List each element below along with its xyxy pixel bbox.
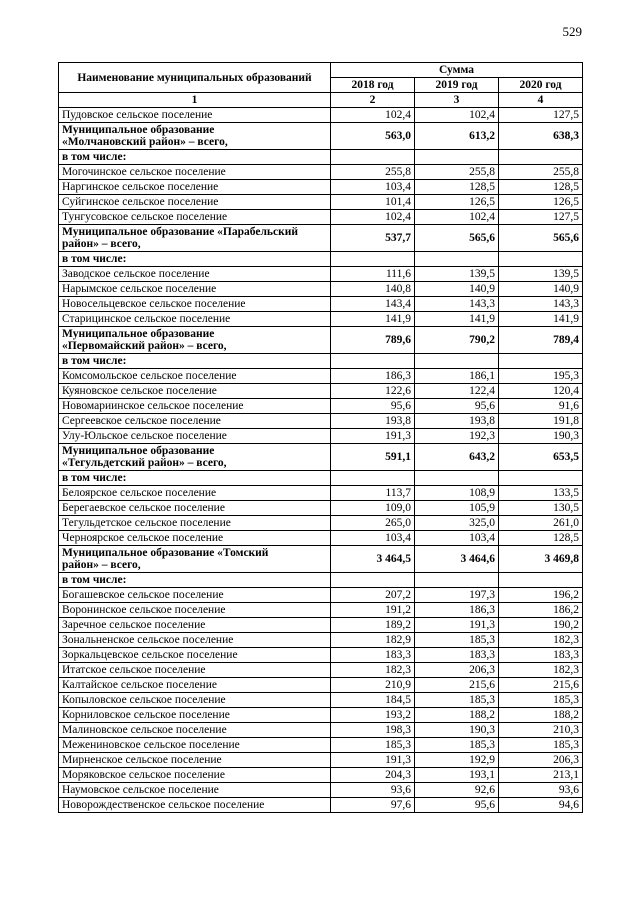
table-row (59, 723, 583, 738)
table-row (59, 603, 583, 618)
page-number: 529 (562, 24, 582, 39)
total-value-cell: 537,7 (331, 225, 415, 252)
including-label: в том числе: (59, 354, 331, 369)
value-cell: 188,2 (499, 708, 583, 723)
value-cell: 140,8 (331, 282, 415, 297)
value-cell: 133,5 (499, 486, 583, 501)
empty-cell (415, 150, 499, 165)
column-index: 4 (499, 93, 583, 108)
value-cell: 182,9 (331, 633, 415, 648)
empty-cell (415, 252, 499, 267)
table-row (59, 738, 583, 753)
including-row (59, 573, 583, 588)
table-row (59, 369, 583, 384)
value-cell: 192,9 (415, 753, 499, 768)
value-cell: 191,3 (331, 753, 415, 768)
including-label: в том числе: (59, 150, 331, 165)
settlement-name: Зональненское сельское поселение (59, 633, 331, 648)
value-cell: 126,5 (415, 195, 499, 210)
value-cell: 186,1 (415, 369, 499, 384)
settlement-name: Корниловское сельское поселение (59, 708, 331, 723)
including-label: в том числе: (59, 573, 331, 588)
empty-cell (499, 252, 583, 267)
empty-cell (499, 354, 583, 369)
total-value-cell: 638,3 (499, 123, 583, 150)
value-cell: 186,3 (415, 603, 499, 618)
value-cell: 95,6 (415, 798, 499, 813)
value-cell: 92,6 (415, 783, 499, 798)
settlement-name: Воронинское сельское поселение (59, 603, 331, 618)
value-cell: 111,6 (331, 267, 415, 282)
settlement-name: Наумовское сельское поселение (59, 783, 331, 798)
settlement-name: Тунгусовское сельское поселение (59, 210, 331, 225)
total-value-cell: 3 469,8 (499, 546, 583, 573)
district-name-line: Муниципальное образование «Парабельский (62, 226, 298, 238)
district-total-row (59, 546, 583, 573)
table-row (59, 798, 583, 813)
settlement-name: Тегульдетское сельское поселение (59, 516, 331, 531)
total-value-cell: 591,1 (331, 444, 415, 471)
value-cell: 189,2 (331, 618, 415, 633)
value-cell: 102,4 (415, 108, 499, 123)
value-cell: 198,3 (331, 723, 415, 738)
settlement-name: Могочинское сельское поселение (59, 165, 331, 180)
value-cell: 186,2 (499, 603, 583, 618)
total-value-cell: 643,2 (415, 444, 499, 471)
settlement-name: Заводское сельское поселение (59, 267, 331, 282)
settlement-name: Заречное сельское поселение (59, 618, 331, 633)
settlement-name: Богашевское сельское поселение (59, 588, 331, 603)
table-row (59, 678, 583, 693)
value-cell: 103,4 (331, 180, 415, 195)
table-row (59, 297, 583, 312)
settlement-name: Нарымское сельское поселение (59, 282, 331, 297)
value-cell: 127,5 (499, 210, 583, 225)
value-cell: 255,8 (331, 165, 415, 180)
district-name-line: «Первомайский район» – всего, (62, 340, 227, 352)
value-cell: 193,8 (415, 414, 499, 429)
budget-table (58, 62, 583, 813)
value-cell: 143,3 (499, 297, 583, 312)
column-index-row (59, 93, 583, 108)
value-cell: 128,5 (415, 180, 499, 195)
district-name-line: Муниципальное образование (62, 124, 215, 136)
district-name-line: Муниципальное образование (62, 445, 215, 457)
empty-cell (415, 354, 499, 369)
value-cell: 213,1 (499, 768, 583, 783)
total-value-cell: 790,2 (415, 327, 499, 354)
empty-cell (331, 471, 415, 486)
value-cell: 185,3 (415, 738, 499, 753)
settlement-name: Новосельцевское сельское поселение (59, 297, 331, 312)
value-cell: 261,0 (499, 516, 583, 531)
table-row (59, 618, 583, 633)
value-cell: 196,2 (499, 588, 583, 603)
settlement-name: Куяновское сельское поселение (59, 384, 331, 399)
value-cell: 185,3 (415, 633, 499, 648)
empty-cell (499, 471, 583, 486)
table-header (59, 63, 583, 108)
value-cell: 102,4 (415, 210, 499, 225)
value-cell: 191,8 (499, 414, 583, 429)
column-index: 2 (331, 93, 415, 108)
value-cell: 193,8 (331, 414, 415, 429)
settlement-name: Сергеевское сельское поселение (59, 414, 331, 429)
value-cell: 190,3 (415, 723, 499, 738)
value-cell: 91,6 (499, 399, 583, 414)
empty-cell (331, 252, 415, 267)
value-cell: 183,3 (331, 648, 415, 663)
settlement-name: Копыловское сельское поселение (59, 693, 331, 708)
value-cell: 190,3 (499, 429, 583, 444)
table-row (59, 429, 583, 444)
table-row (59, 588, 583, 603)
table-row (59, 282, 583, 297)
table-row (59, 414, 583, 429)
value-cell: 191,3 (415, 618, 499, 633)
value-cell: 210,3 (499, 723, 583, 738)
value-cell: 188,2 (415, 708, 499, 723)
total-value-cell: 3 464,5 (331, 546, 415, 573)
value-cell: 143,3 (415, 297, 499, 312)
value-cell: 182,3 (331, 663, 415, 678)
value-cell: 207,2 (331, 588, 415, 603)
value-cell: 140,9 (415, 282, 499, 297)
settlement-name: Берегаевское сельское поселение (59, 501, 331, 516)
table-row (59, 531, 583, 546)
table-row (59, 210, 583, 225)
value-cell: 95,6 (331, 399, 415, 414)
empty-cell (331, 150, 415, 165)
settlement-name: Зоркальцевское сельское поселение (59, 648, 331, 663)
including-row (59, 252, 583, 267)
empty-cell (415, 471, 499, 486)
total-value-cell: 789,4 (499, 327, 583, 354)
value-cell: 206,3 (415, 663, 499, 678)
including-label: в том числе: (59, 252, 331, 267)
table-row (59, 753, 583, 768)
table-row (59, 708, 583, 723)
value-cell: 94,6 (499, 798, 583, 813)
empty-cell (331, 354, 415, 369)
value-cell: 108,9 (415, 486, 499, 501)
column-index: 3 (415, 93, 499, 108)
value-cell: 186,3 (331, 369, 415, 384)
value-cell: 128,5 (499, 180, 583, 195)
table-row (59, 195, 583, 210)
value-cell: 120,4 (499, 384, 583, 399)
value-cell: 183,3 (415, 648, 499, 663)
total-value-cell: 565,6 (499, 225, 583, 252)
district-name-line: «Тегульдетский район» – всего, (62, 457, 227, 469)
settlement-name: Комсомольское сельское поселение (59, 369, 331, 384)
settlement-name: Пудовское сельское поселение (59, 108, 331, 123)
value-cell: 122,6 (331, 384, 415, 399)
table-row (59, 783, 583, 798)
district-name (59, 444, 331, 471)
table-row (59, 108, 583, 123)
empty-cell (499, 573, 583, 588)
value-cell: 215,6 (499, 678, 583, 693)
value-cell: 128,5 (499, 531, 583, 546)
header-sum: Сумма (331, 63, 583, 78)
table-row (59, 165, 583, 180)
district-total-row (59, 225, 583, 252)
empty-cell (331, 573, 415, 588)
settlement-name: Малиновское сельское поселение (59, 723, 331, 738)
table-row (59, 663, 583, 678)
value-cell: 141,9 (499, 312, 583, 327)
value-cell: 204,3 (331, 768, 415, 783)
settlement-name: Калтайское сельское поселение (59, 678, 331, 693)
district-name-line: Муниципальное образование «Томский (62, 547, 269, 559)
settlement-name: Белоярское сельское поселение (59, 486, 331, 501)
value-cell: 193,1 (415, 768, 499, 783)
value-cell: 105,9 (415, 501, 499, 516)
settlement-name: Мирненское сельское поселение (59, 753, 331, 768)
value-cell: 185,3 (499, 738, 583, 753)
including-row (59, 354, 583, 369)
value-cell: 215,6 (415, 678, 499, 693)
value-cell: 126,5 (499, 195, 583, 210)
district-total-row (59, 327, 583, 354)
value-cell: 139,5 (415, 267, 499, 282)
value-cell: 109,0 (331, 501, 415, 516)
value-cell: 193,2 (331, 708, 415, 723)
value-cell: 265,0 (331, 516, 415, 531)
district-name-line: район» – всего, (62, 559, 141, 571)
table-row (59, 768, 583, 783)
value-cell: 141,9 (331, 312, 415, 327)
value-cell: 102,4 (331, 108, 415, 123)
table-row (59, 501, 583, 516)
including-label: в том числе: (59, 471, 331, 486)
value-cell: 93,6 (331, 783, 415, 798)
district-name-line: «Молчановский район» – всего, (62, 136, 228, 148)
value-cell: 101,4 (331, 195, 415, 210)
district-name-line: район» – всего, (62, 238, 141, 250)
settlement-name: Суйгинское сельское поселение (59, 195, 331, 210)
value-cell: 141,9 (415, 312, 499, 327)
value-cell: 182,3 (499, 633, 583, 648)
total-value-cell: 3 464,6 (415, 546, 499, 573)
value-cell: 210,9 (331, 678, 415, 693)
value-cell: 95,6 (415, 399, 499, 414)
value-cell: 183,3 (499, 648, 583, 663)
table-row (59, 267, 583, 282)
total-value-cell: 653,5 (499, 444, 583, 471)
settlement-name: Итатское сельское поселение (59, 663, 331, 678)
column-index: 1 (59, 93, 331, 108)
district-total-row (59, 123, 583, 150)
including-row (59, 471, 583, 486)
including-row (59, 150, 583, 165)
total-value-cell: 565,6 (415, 225, 499, 252)
header-year-2019: 2019 год (415, 78, 499, 93)
district-name (59, 546, 331, 573)
value-cell: 97,6 (331, 798, 415, 813)
table-row (59, 312, 583, 327)
table-row (59, 633, 583, 648)
total-value-cell: 563,0 (331, 123, 415, 150)
value-cell: 185,3 (499, 693, 583, 708)
value-cell: 191,3 (331, 429, 415, 444)
table-row (59, 384, 583, 399)
header-name-column: Наименование муниципальных образований (59, 63, 331, 93)
settlement-name: Новорождественское сельское поселение (59, 798, 331, 813)
district-total-row (59, 444, 583, 471)
value-cell: 130,5 (499, 501, 583, 516)
table-row (59, 399, 583, 414)
value-cell: 191,2 (331, 603, 415, 618)
value-cell: 103,4 (331, 531, 415, 546)
district-name-line: Муниципальное образование (62, 328, 215, 340)
table-row (59, 693, 583, 708)
value-cell: 190,2 (499, 618, 583, 633)
table-row (59, 486, 583, 501)
settlement-name: Новомариинское сельское поселение (59, 399, 331, 414)
value-cell: 127,5 (499, 108, 583, 123)
total-value-cell: 789,6 (331, 327, 415, 354)
value-cell: 140,9 (499, 282, 583, 297)
value-cell: 185,3 (415, 693, 499, 708)
total-value-cell: 613,2 (415, 123, 499, 150)
value-cell: 255,8 (415, 165, 499, 180)
empty-cell (415, 573, 499, 588)
settlement-name: Черноярское сельское поселение (59, 531, 331, 546)
settlement-name: Улу-Юльское сельское поселение (59, 429, 331, 444)
value-cell: 206,3 (499, 753, 583, 768)
district-name (59, 327, 331, 354)
header-year-2020: 2020 год (499, 78, 583, 93)
value-cell: 325,0 (415, 516, 499, 531)
value-cell: 192,3 (415, 429, 499, 444)
value-cell: 102,4 (331, 210, 415, 225)
value-cell: 197,3 (415, 588, 499, 603)
header-year-2018: 2018 год (331, 78, 415, 93)
settlement-name: Наргинское сельское поселение (59, 180, 331, 195)
settlement-name: Моряковское сельское поселение (59, 768, 331, 783)
value-cell: 182,3 (499, 663, 583, 678)
district-name (59, 225, 331, 252)
value-cell: 103,4 (415, 531, 499, 546)
value-cell: 122,4 (415, 384, 499, 399)
settlement-name: Межениновское сельское поселение (59, 738, 331, 753)
district-name (59, 123, 331, 150)
empty-cell (499, 150, 583, 165)
table-body (59, 108, 583, 813)
value-cell: 143,4 (331, 297, 415, 312)
value-cell: 255,8 (499, 165, 583, 180)
table-row (59, 180, 583, 195)
value-cell: 195,3 (499, 369, 583, 384)
value-cell: 139,5 (499, 267, 583, 282)
table-row (59, 648, 583, 663)
value-cell: 184,5 (331, 693, 415, 708)
settlement-name: Старицинское сельское поселение (59, 312, 331, 327)
value-cell: 185,3 (331, 738, 415, 753)
table-row (59, 516, 583, 531)
value-cell: 113,7 (331, 486, 415, 501)
value-cell: 93,6 (499, 783, 583, 798)
